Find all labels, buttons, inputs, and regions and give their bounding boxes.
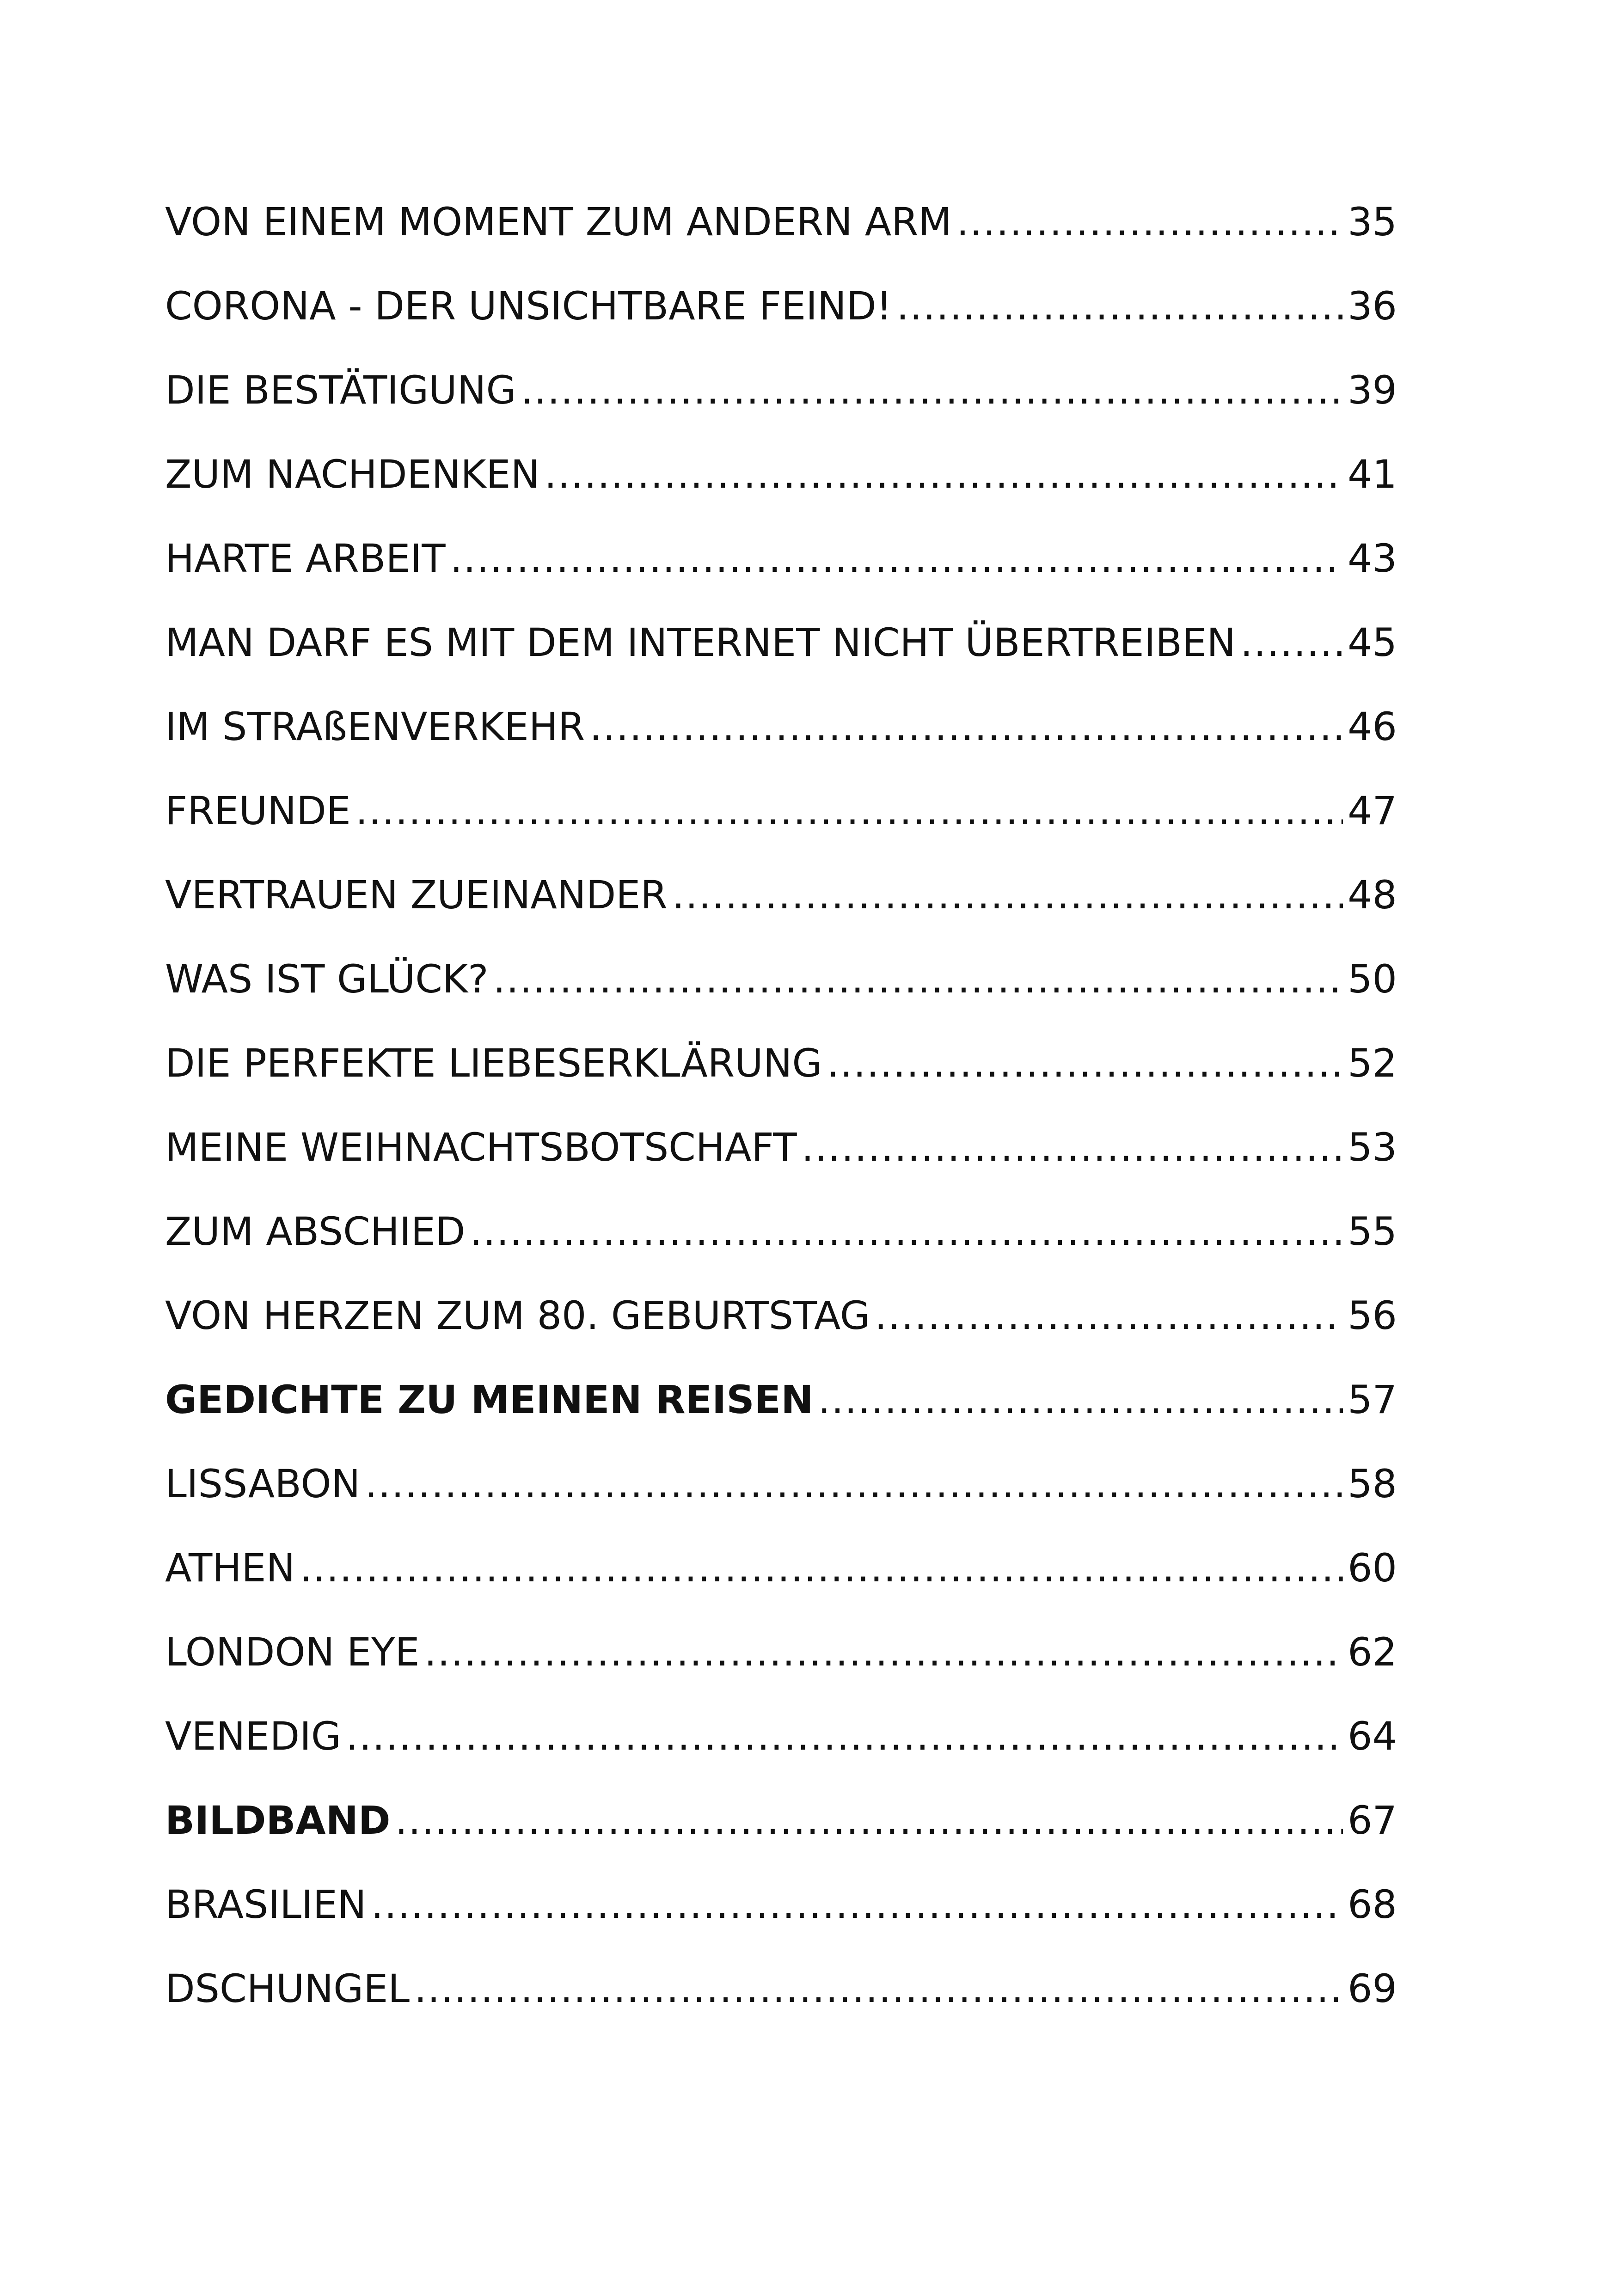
toc-entry-title: DIE BESTÄTIGUNG [165,367,516,413]
toc-entry-title: IM STRAßENVERKEHR [165,704,585,749]
toc-entry-page-number: 55 [1348,1209,1397,1254]
toc-entry-title: BILDBAND [165,1798,391,1843]
toc-entry-title: LISSABON [165,1461,361,1506]
toc-entry-title: VON EINEM MOMENT ZUM ANDERN ARM [165,199,952,245]
toc-entry-page-number: 62 [1348,1629,1397,1675]
toc-entry-title: HARTE ARBEIT [165,536,446,581]
toc-entry-page-number: 45 [1348,620,1397,665]
toc-entry-page-number: 67 [1348,1798,1397,1843]
toc-entry-page-number: 47 [1348,788,1397,833]
toc-entry-title: VERTRAUEN ZUEINANDER [165,872,668,918]
toc-entry-title: DIE PERFEKTE LIEBESERKLÄRUNG [165,1041,822,1086]
toc-entry[interactable] [165,1456,1397,1512]
toc-entry[interactable] [165,1204,1397,1259]
dot-leader [827,1035,1343,1091]
dot-leader [346,1708,1343,1764]
toc-entry[interactable] [165,1708,1397,1764]
toc-entry-title: GEDICHTE ZU MEINEN REISEN [165,1377,814,1422]
toc-entry[interactable] [165,951,1397,1007]
toc-section-heading[interactable] [165,1372,1397,1427]
toc-entry[interactable] [165,1961,1397,2016]
dot-leader [875,1288,1343,1343]
toc-entry-page-number: 39 [1348,367,1397,413]
toc-entry-page-number: 68 [1348,1882,1397,1927]
dot-leader [818,1372,1343,1427]
toc-entry[interactable] [165,1540,1397,1596]
toc-entry-page-number: 58 [1348,1461,1397,1506]
toc-entry-page-number: 69 [1348,1966,1397,2011]
toc-entry[interactable] [165,531,1397,586]
dot-leader [470,1204,1343,1259]
dot-leader [395,1793,1343,1848]
toc-entry-title: MAN DARF ES MIT DEM INTERNET NICHT ÜBERTREIBEN [165,620,1236,665]
toc-entry[interactable] [165,1877,1397,1932]
dot-leader [521,362,1343,418]
toc-entry-title: DSCHUNGEL [165,1966,410,2011]
toc-entry-page-number: 60 [1348,1545,1397,1591]
toc-entry[interactable] [165,278,1397,334]
toc-entry-page-number: 46 [1348,704,1397,749]
toc-entry-page-number: 50 [1348,956,1397,1002]
dot-leader [802,1120,1343,1175]
dot-leader [672,867,1343,923]
toc-entry[interactable] [165,1288,1397,1343]
dot-leader [896,278,1343,334]
dot-leader [956,194,1343,250]
toc-entry[interactable] [165,867,1397,923]
dot-leader [1240,615,1343,670]
toc-entry[interactable] [165,1120,1397,1175]
toc-entry-title: LONDON EYE [165,1629,420,1675]
toc-entry-page-number: 64 [1348,1714,1397,1759]
dot-leader [544,447,1343,502]
toc-entry-page-number: 52 [1348,1041,1397,1086]
toc-entry-page-number: 53 [1348,1125,1397,1170]
toc-entry[interactable] [165,1035,1397,1091]
dot-leader [589,699,1343,754]
toc-section-heading[interactable] [165,1793,1397,1848]
toc-entry-title: FREUNDE [165,788,351,833]
dot-leader [424,1624,1343,1680]
dot-leader [450,531,1343,586]
toc-entry-title: MEINE WEIHNACHTSBOTSCHAFT [165,1125,797,1170]
toc-entry-title: BRASILIEN [165,1882,367,1927]
dot-leader [355,783,1343,839]
toc-entry-page-number: 56 [1348,1293,1397,1338]
toc-entry-page-number: 48 [1348,872,1397,918]
dot-leader [300,1540,1343,1596]
toc-entry[interactable] [165,362,1397,418]
toc-entry[interactable] [165,615,1397,670]
toc-entry[interactable] [165,194,1397,250]
toc-entry-title: VON HERZEN ZUM 80. GEBURTSTAG [165,1293,870,1338]
dot-leader [414,1961,1343,2016]
dot-leader [371,1877,1343,1932]
toc-entry[interactable] [165,1624,1397,1680]
dot-leader [493,951,1343,1007]
toc-entry[interactable] [165,783,1397,839]
toc-entry-page-number: 35 [1348,199,1397,245]
toc-entry-title: ATHEN [165,1545,295,1591]
toc-entry-title: VENEDIG [165,1714,341,1759]
toc-entry-page-number: 43 [1348,536,1397,581]
toc-entry-title: ZUM NACHDENKEN [165,452,540,497]
toc-entry-page-number: 57 [1348,1377,1397,1422]
toc-entry-title: CORONA - DER UNSICHTBARE FEIND! [165,283,892,329]
toc-entry[interactable] [165,699,1397,754]
toc-entry-page-number: 41 [1348,452,1397,497]
toc-entry[interactable] [165,447,1397,502]
toc-entry-page-number: 36 [1348,283,1397,329]
toc-entry-title: ZUM ABSCHIED [165,1209,466,1254]
toc-entry-title: WAS IST GLÜCK? [165,956,489,1002]
dot-leader [365,1456,1343,1512]
